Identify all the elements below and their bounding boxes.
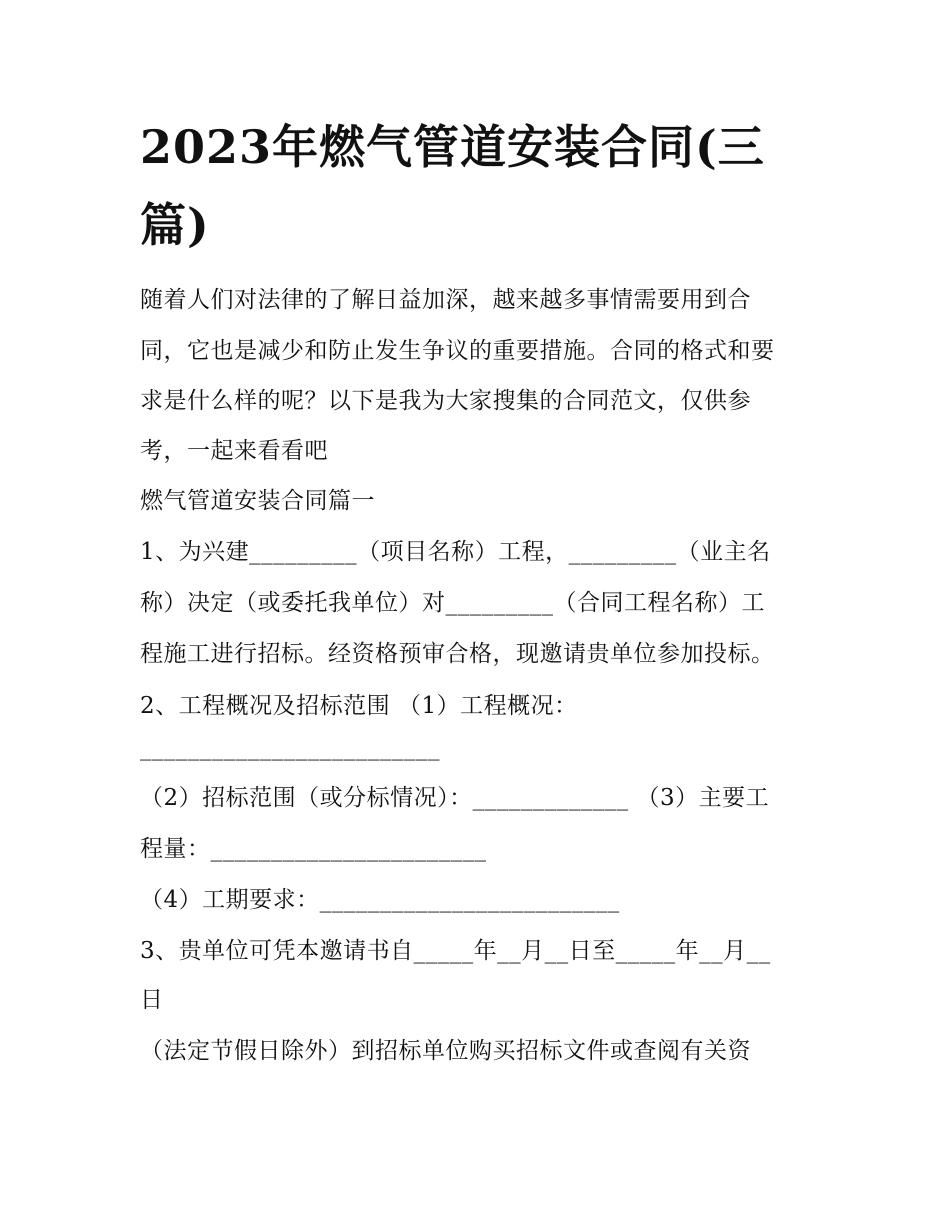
body-line: 程量：_______________________ xyxy=(140,836,487,862)
body-line: （4）工期要求：_________________________ xyxy=(140,887,620,913)
body-line: 日 xyxy=(140,987,164,1013)
body-line: （法定节假日除外）到招标单位购买招标文件或查阅有关资 xyxy=(140,1038,751,1064)
title-line-1: 2023年燃气管道安装合同(三 xyxy=(140,120,765,174)
body-line: 1、为兴建_________（项目名称）工程，_________（业主名 xyxy=(140,539,771,565)
intro-line: 随着人们对法律的了解日益加深，越来越多事情需要用到合 xyxy=(140,287,751,313)
body-line: _________________________ xyxy=(140,735,440,761)
section-heading: 燃气管道安装合同篇一 xyxy=(140,488,375,514)
body-line: 程施工进行招标。经资格预审合格，现邀请贵单位参加投标。 xyxy=(140,641,775,667)
document-title xyxy=(140,108,820,264)
body-line: 2、工程概况及招标范围 （1）工程概况： xyxy=(140,693,578,719)
intro-line: 求是什么样的呢？以下是我为大家搜集的合同范文，仅供参 xyxy=(140,388,751,414)
body-line: （2）招标范围（或分标情况）：_____________ （3）主要工 xyxy=(140,785,770,811)
body-line: 3、贵单位可凭本邀请书自_____年__月__日至_____年__月__ xyxy=(140,938,771,964)
intro-line: 考，一起来看看吧 xyxy=(140,438,328,464)
intro-line: 同，它也是减少和防止发生争议的重要措施。合同的格式和要 xyxy=(140,338,775,364)
body-line: 称）决定（或委托我单位）对_________（合同工程名称）工 xyxy=(140,590,765,616)
title-line-2: 篇) xyxy=(140,198,210,252)
